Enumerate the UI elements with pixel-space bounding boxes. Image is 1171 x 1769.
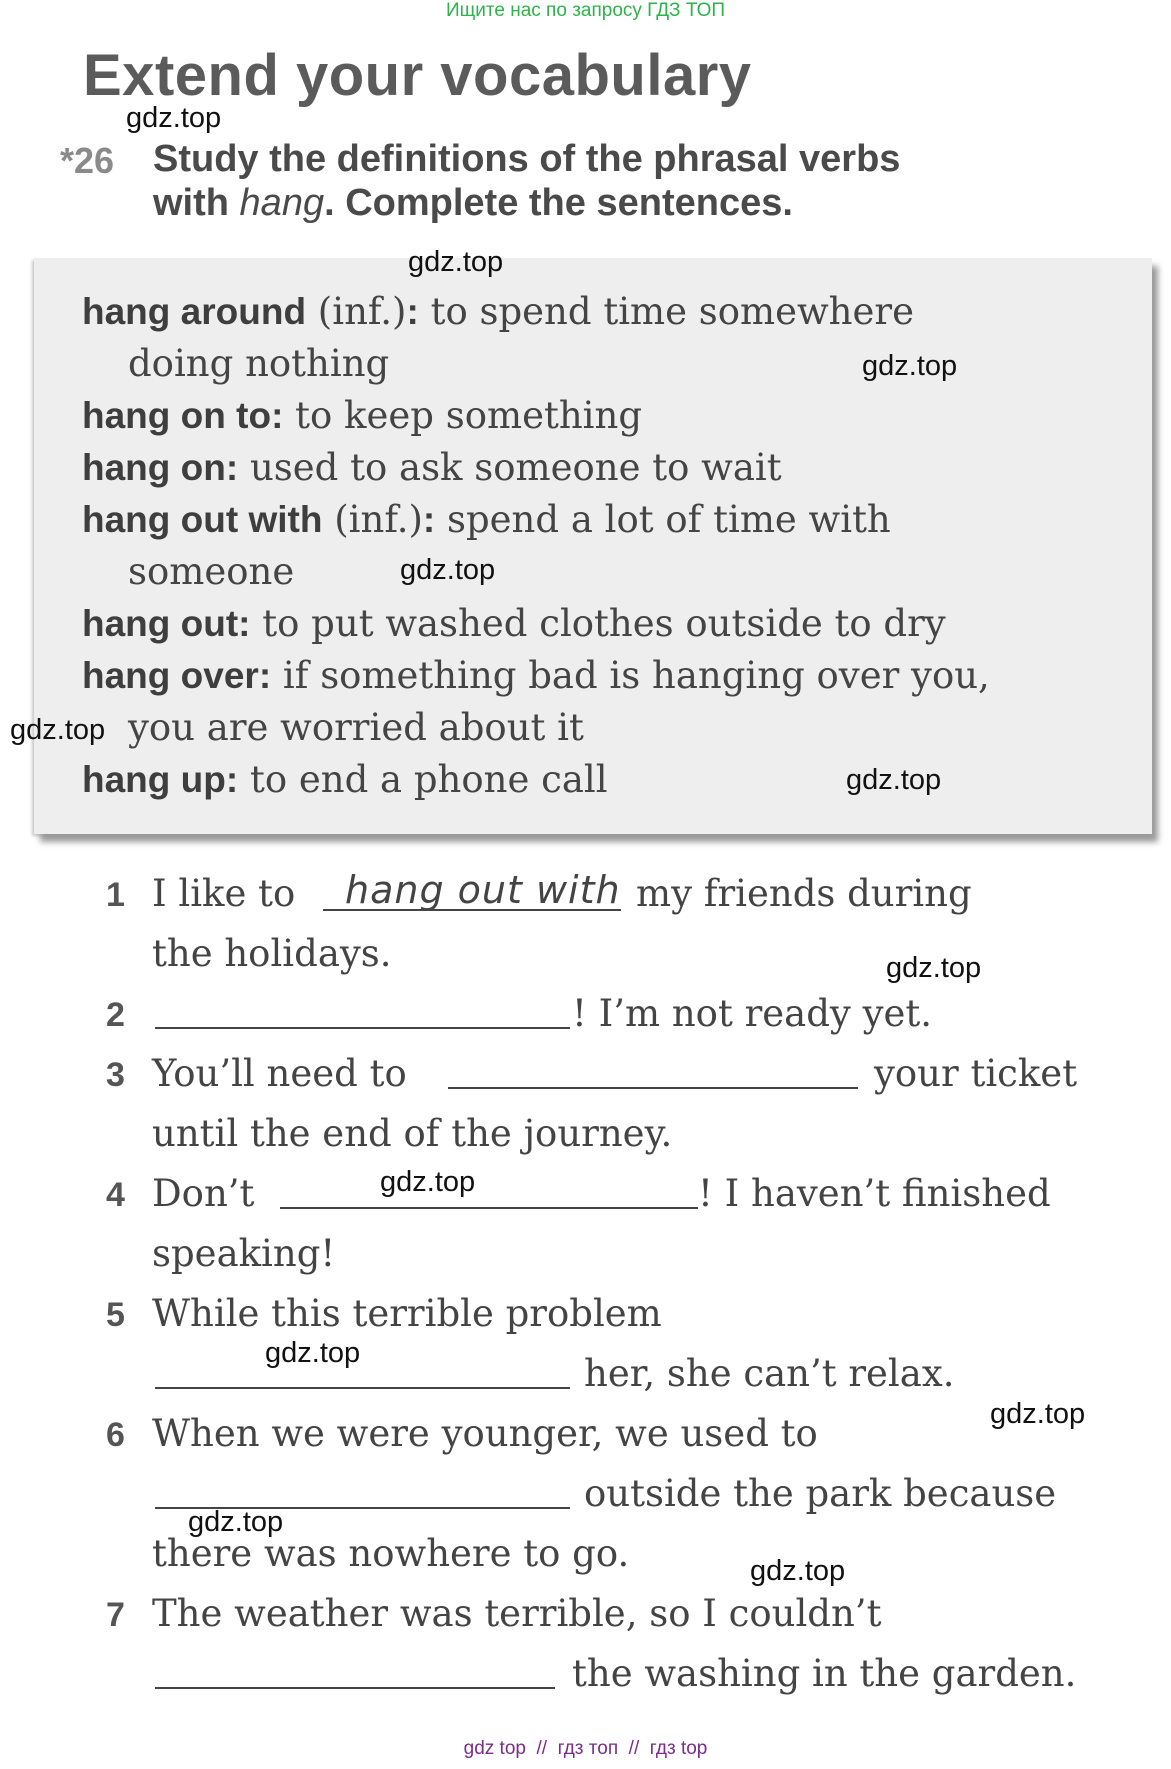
sentence-number-2: 2 [106,996,125,1034]
sentence-number-1: 1 [106,876,125,914]
sentence-7-blank[interactable] [155,1687,555,1689]
sentence-3-part-c: until the end of the journey. [152,1112,673,1155]
definition-hang-out-with-cont: someone [128,550,295,593]
definition-hang-over-cont: you are worried about it [128,706,584,749]
sentence-3-blank[interactable] [448,1087,858,1089]
top-banner[interactable]: Ищите нас по запросу ГДЗ ТОП [445,0,726,21]
watermark: gdz.top [380,1166,476,1198]
instruction-line-1: Study the definitions of the phrasal verbs [153,138,901,180]
watermark: gdz.top [408,246,504,278]
sentence-number-4: 4 [106,1176,125,1214]
definition-hang-up: hang up: to end a phone call [82,758,608,801]
sentence-3-part-b: your ticket [874,1052,1078,1095]
sentence-number-5: 5 [106,1296,125,1334]
sentence-1-answer: hang out with [345,868,621,912]
sentence-1-part-a: I like to [152,872,296,915]
watermark: gdz.top [10,714,106,746]
sentence-1-part-b: my friends during [636,872,972,915]
watermark: gdz.top [990,1398,1086,1430]
definition-hang-around-cont: doing nothing [128,342,390,385]
instruction-italic-word: hang [239,182,325,224]
sentence-number-3: 3 [106,1056,125,1094]
definition-hang-over: hang over: if something bad is hanging over you, [82,654,990,697]
sentence-4-part-a: Don’t [152,1172,255,1215]
sentence-6-part-a: When we were younger, we used to [152,1412,818,1455]
sentence-7-part-b: the washing in the garden. [572,1652,1077,1695]
definition-hang-out-with: hang out with (inf.): spend a lot of time with [82,498,891,541]
instruction-line-2: with hang. Complete the sentences. [153,182,793,224]
sentence-2-blank[interactable] [155,1027,570,1029]
watermark: gdz.top [750,1555,846,1587]
sentence-1-blank[interactable] [323,909,621,911]
section-heading: Extend your vocabulary [83,43,752,108]
sentence-6-part-b: outside the park because [584,1472,1057,1515]
sentence-4-part-c: speaking! [152,1232,336,1275]
sentence-4-part-b: ! I haven’t finished [698,1172,1051,1215]
sentence-6-part-c: there was nowhere to go. [152,1532,630,1575]
sentence-5-blank[interactable] [155,1387,570,1389]
watermark: gdz.top [188,1506,284,1538]
watermark: gdz.top [886,952,982,984]
definition-hang-on: hang on: used to ask someone to wait [82,446,782,489]
watermark: gdz.top [846,764,942,796]
sentence-5-part-a: While this terrible problem [152,1292,662,1335]
sentence-7-part-a: The weather was terrible, so I couldn’t [152,1592,882,1635]
watermark: gdz.top [400,554,496,586]
watermark: gdz.top [862,350,958,382]
footer-links[interactable]: gdz top // гдз топ // гдз top [463,1738,708,1759]
watermark: gdz.top [126,102,222,134]
sentence-2-part-b: ! I’m not ready yet. [572,992,933,1035]
definition-hang-around: hang around (inf.): to spend time somewhere [82,290,914,333]
exercise-number: *26 [60,140,115,181]
sentence-1-part-c: the holidays. [152,932,392,975]
definition-hang-out: hang out: to put washed clothes outside to dry [82,602,946,645]
sentence-number-7: 7 [106,1596,125,1634]
definition-hang-on-to: hang on to: to keep something [82,394,643,437]
sentence-number-6: 6 [106,1416,125,1454]
watermark: gdz.top [265,1337,361,1369]
sentence-3-part-a: You’ll need to [152,1052,407,1095]
sentence-5-part-b: her, she can’t relax. [584,1352,955,1395]
sentence-4-blank[interactable] [280,1207,698,1209]
